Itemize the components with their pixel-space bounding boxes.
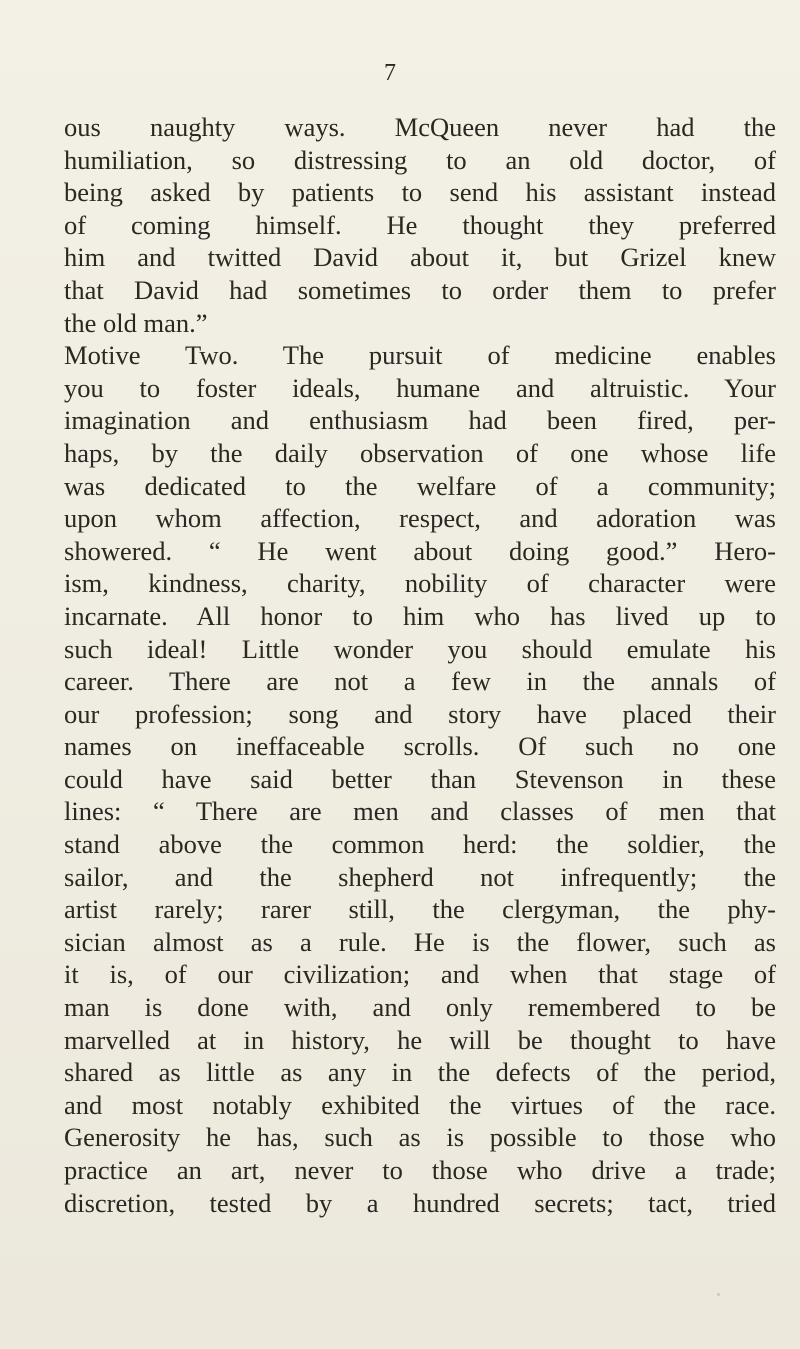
ink-speck — [717, 1293, 720, 1296]
text-line: marvelled at in history, he will be thought to have — [64, 1024, 776, 1055]
text-line: sailor, and the shepherd not infrequently; the — [64, 861, 776, 892]
text-line: practice an art, never to those who drive a trade; — [64, 1155, 776, 1185]
text-line: being asked by patients to send his assistant instead — [64, 177, 776, 208]
text-line: haps, by the daily observation of one whose life — [64, 437, 776, 468]
text-line: artist rarely; rarer still, the clergyman, the phy- — [64, 894, 776, 925]
text-line: Motive Two. The pursuit of medicine enables — [64, 340, 776, 371]
text-line: ism, kindness, charity, nobility of character were — [64, 568, 776, 599]
page-number: 7 — [384, 60, 396, 86]
text-line: it is, of our civilization; and when that stage of — [64, 959, 776, 990]
text-line: that David had sometimes to order them to prefer — [64, 274, 776, 305]
text-line: imagination and enthusiasm had been fired, per- — [64, 405, 776, 436]
text-line: and most notably exhibited the virtues of the race. — [64, 1089, 776, 1120]
text-line: shared as little as any in the defects of the period, — [64, 1057, 776, 1088]
text-line: discretion, tested by a hundred secrets; tact, tried — [64, 1187, 776, 1218]
text-line: stand above the common herd: the soldier, the — [64, 829, 776, 860]
text-line: incarnate. All honor to him who has lived up to — [64, 600, 776, 631]
text-line: names on ineffaceable scrolls. Of such no one — [64, 731, 776, 762]
text-line: lines: “ There are men and classes of men that — [64, 796, 776, 827]
text-line: showered. “ He went about doing good.” Hero- — [64, 535, 776, 566]
text-line: such ideal! Little wonder you should emulate his — [64, 633, 776, 664]
text-line: you to foster ideals, humane and altruistic. Your — [64, 372, 776, 403]
text-line: of coming himself. He thought they preferred — [64, 209, 776, 240]
text-line: man is done with, and only remembered to be — [64, 992, 776, 1023]
text-line: him and twitted David about it, but Grizel knew — [64, 242, 776, 273]
text-line: ous naughty ways. McQueen never had the — [64, 112, 776, 142]
text-line: sician almost as a rule. He is the flower, such as — [64, 926, 776, 957]
text-line: could have said better than Stevenson in these — [64, 763, 776, 794]
body-text — [64, 111, 776, 1219]
text-line: upon whom affection, respect, and adoration was — [64, 503, 776, 534]
text-line: Generosity he has, such as is possible to those who — [64, 1122, 776, 1153]
text-line: career. There are not a few in the annals of — [64, 666, 776, 697]
text-line: the old man.” — [64, 307, 208, 338]
text-line: was dedicated to the welfare of a community; — [64, 470, 776, 501]
text-line: humiliation, so distressing to an old doctor, of — [64, 144, 776, 175]
text-line: our profession; song and story have placed their — [64, 698, 776, 729]
